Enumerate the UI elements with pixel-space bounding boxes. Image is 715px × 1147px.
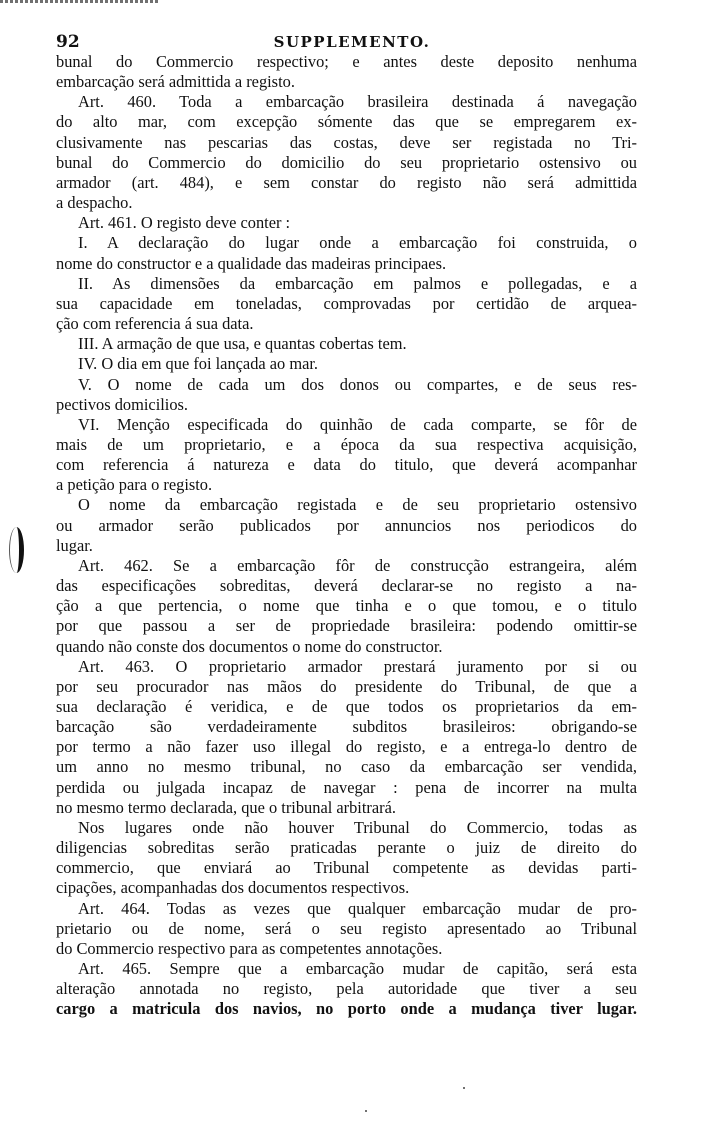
text-line: a despacho. <box>56 193 133 213</box>
page-body <box>56 52 637 1020</box>
text-line: do Commercio respectivo para as competentes annotações. <box>56 938 443 958</box>
text-line: quando não conste dos documentos o nome do constructor. <box>56 636 443 656</box>
text-line: Art. 461. O registo deve conter : <box>78 213 291 233</box>
page-number: 92 <box>56 32 80 52</box>
text-line: por termo a não fazer uso illegal do registo, e a entrega-lo dentro de <box>56 737 637 757</box>
text-line: Art. 460. Toda a embarcação brasileira destinada á navegação <box>78 92 637 112</box>
text-line: bunal do Commercio do domicilio do seu proprietario ostensivo ou <box>56 152 637 172</box>
text-line: Art. 462. Se a embarcação fôr de construcção estrangeira, além <box>78 555 637 575</box>
speck <box>365 1110 367 1112</box>
text-line: barcação são verdadeiramente subditos brasileiros: obrigando-se <box>56 717 637 737</box>
text-line: Art. 465. Sempre que a embarcação mudar de capitão, será esta <box>78 959 637 979</box>
text-line: sua declaração é veridica, e de que todos os proprietarios da em- <box>56 697 637 716</box>
text-line: no mesmo termo declarada, que o tribunal arbitrará. <box>56 797 396 817</box>
running-title: SUPPLEMENTO. <box>273 33 431 51</box>
binding-mark <box>9 527 24 573</box>
text-line: armador (art. 484), e sem constar do registo não será admittida <box>56 172 637 192</box>
text-line: clusivamente nas pescarias das costas, deve ser registada no Tri- <box>56 132 637 152</box>
text-line: IV. O dia em que foi lançada ao mar. <box>78 354 319 374</box>
text-line: O nome da embarcação registada e de seu proprietario ostensivo <box>78 495 637 515</box>
text-line: do alto mar, com excepção sómente das que se empregarem ex- <box>56 112 637 132</box>
text-line: lugar. <box>56 535 93 555</box>
text-line: por seu procurador nas mãos do presidente do Tribunal, de que a <box>56 676 637 696</box>
page-header <box>56 32 648 54</box>
text-line: a petição para o registo. <box>56 475 213 495</box>
text-line: prietario ou de nome, será o seu registo apresentado ao Tribunal <box>56 918 637 938</box>
text-line: sua capacidade em toneladas, comprovadas por certidão de arquea- <box>56 293 637 313</box>
text-line: mais de um proprietario, e a época da sua respectiva acquisição, <box>56 434 637 454</box>
text-line: bunal do Commercio respectivo; e antes deste deposito nenhuma <box>56 52 637 71</box>
text-line: ção a que pertencia, o nome que tinha e o que tomou, e o titulo <box>56 596 637 616</box>
text-line: perdida ou julgada incapaz de navegar : pena de incorrer na multa <box>56 777 637 797</box>
text-line: V. O nome de cada um dos donos ou compartes, e de seus res- <box>78 374 637 394</box>
text-line: Nos lugares onde não houver Tribunal do Commercio, todas as <box>78 817 637 837</box>
text-line: pectivos domicilios. <box>56 394 189 414</box>
text-line: Art. 464. Todas as vezes que qualquer embarcação mudar de pro- <box>78 898 637 918</box>
text-line: um anno no mesmo tribunal, no caso da embarcação ser vendida, <box>56 757 637 777</box>
text-line: ção com referencia á sua data. <box>56 314 254 334</box>
text-line: I. A declaração do lugar onde a embarcação foi construida, o <box>78 233 637 253</box>
text-line: diligencias sobreditas serão praticadas perante o juiz de direito do <box>56 838 637 858</box>
text-line: cipações, acompanhadas dos documentos respectivos. <box>56 878 410 898</box>
text-line: alteração annotada no registo, pela autoridade que tiver a seu <box>56 979 637 999</box>
speck <box>463 1087 465 1089</box>
text-line: Art. 463. O proprietario armador prestará juramento por si ou <box>78 656 637 676</box>
text-line: nome do constructor e a qualidade das madeiras principaes. <box>56 253 447 273</box>
text-line: VI. Menção especificada do quinhão de cada comparte, se fôr de <box>78 414 637 434</box>
text-line: II. As dimensões da embarcação em palmos e pollegadas, e a <box>78 273 637 293</box>
text-line: embarcação será admittida a registo. <box>56 72 295 92</box>
text-line: com referencia á natureza e data do titulo, que deverá acompanhar <box>56 455 637 475</box>
text-line: por que passou a ser de propriedade brasileira: podendo omittir-se <box>56 616 637 636</box>
text-line: commercio, que enviará ao Tribunal competente as devidas parti- <box>56 858 637 878</box>
text-line: III. A armação de que usa, e quantas cobertas tem. <box>78 334 407 354</box>
text-line: ou armador serão publicados por annuncios nos periodicos do <box>56 515 637 535</box>
text-line: cargo a matricula dos navios, no porto onde a mudança tiver lugar. <box>56 999 637 1019</box>
scan-artifact <box>0 0 160 3</box>
text-line: das especificações sobreditas, deverá declarar-se no registo a na- <box>56 576 637 596</box>
